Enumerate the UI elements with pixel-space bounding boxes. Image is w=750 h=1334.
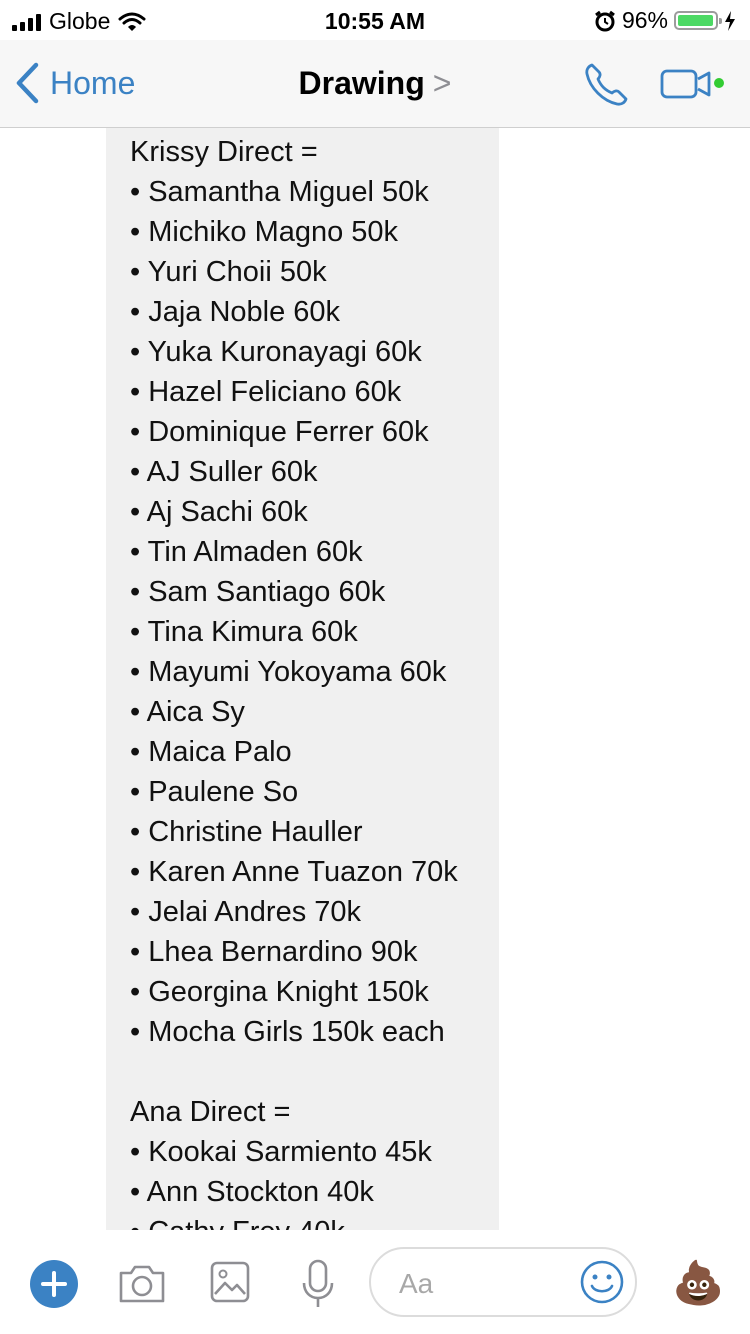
photo-gallery-icon — [210, 1261, 250, 1303]
message-list-item: • Sam Santiago 60k — [130, 576, 386, 608]
message-list-item: • Mocha Girls 150k each — [130, 1016, 445, 1048]
message-list-item: • Michiko Magno 50k — [130, 216, 399, 248]
message-list-item: • Mayumi Yokoyama 60k — [130, 656, 447, 688]
camera-icon — [117, 1261, 167, 1305]
message-input[interactable] — [369, 1247, 637, 1317]
message-list-item: • Tina Kimura 60k — [130, 616, 358, 648]
message-list-item: • Lhea Bernardino 90k — [130, 936, 418, 968]
smiley-icon — [579, 1259, 625, 1305]
clock: 10:55 AM — [324, 8, 426, 34]
charging-bolt-icon — [724, 11, 736, 31]
status-bar — [0, 0, 750, 40]
message-list-item: • Hazel Feliciano 60k — [130, 376, 402, 408]
message-list-item: • Dominique Ferrer 60k — [130, 416, 429, 448]
message-list-item: • Aica Sy — [130, 696, 245, 728]
message-list-item: • AJ Suller 60k — [130, 456, 318, 488]
carrier-name: Globe — [49, 8, 111, 34]
battery-icon — [674, 11, 718, 30]
conversation-title[interactable] — [0, 65, 750, 102]
composer-bar — [0, 1230, 750, 1334]
message-list-item: • Christine Hauller — [130, 816, 363, 848]
message-list-item: • Yuka Kuronayagi 60k — [130, 336, 422, 368]
message-list-item: • Jelai Andres 70k — [130, 896, 362, 928]
message-list-item: • Samantha Miguel 50k — [130, 176, 429, 208]
conversation-name: Drawing — [298, 65, 425, 101]
alarm-icon — [594, 10, 616, 32]
microphone-icon — [301, 1259, 335, 1309]
message-heading: Krissy Direct = — [130, 136, 318, 168]
voice-call-button[interactable] — [583, 62, 629, 113]
emoji-button[interactable] — [579, 1259, 625, 1310]
message-list-item: • Aj Sachi 60k — [130, 496, 308, 528]
voice-clip-button[interactable] — [301, 1259, 335, 1314]
message-list-item: • Georgina Knight 150k — [130, 976, 429, 1008]
battery-level — [678, 15, 713, 26]
plus-icon — [41, 1271, 67, 1297]
message-bubble[interactable] — [106, 128, 499, 1230]
message-list-item: • Maica Palo — [130, 736, 292, 768]
message-heading: Ana Direct = — [130, 1096, 291, 1128]
message-list-item: • Paulene So — [130, 776, 299, 808]
message-list-item: • Ann Stockton 40k — [130, 1176, 374, 1208]
gallery-button[interactable] — [210, 1261, 250, 1308]
status-right — [594, 7, 736, 34]
phone-icon — [583, 62, 629, 108]
message-list-item: • Kookai Sarmiento 45k — [130, 1136, 432, 1168]
message-list-item: • Yuri Choii 50k — [130, 256, 327, 288]
message-list-item: • Jaja Noble 60k — [130, 296, 341, 328]
message-list-item: • Karen Anne Tuazon 70k — [130, 856, 458, 888]
conversation-header — [0, 40, 750, 128]
message-list-item: • Tin Almaden 60k — [130, 536, 363, 568]
camera-button[interactable] — [117, 1261, 167, 1310]
battery-percent: 96% — [621, 7, 668, 33]
quick-reaction-button[interactable]: 💩 — [672, 1259, 725, 1306]
back-label: Home — [50, 64, 136, 101]
message-input-placeholder: Aa — [399, 1268, 434, 1299]
video-call-button[interactable] — [660, 68, 726, 105]
video-camera-icon — [660, 68, 726, 100]
more-actions-button[interactable] — [30, 1260, 78, 1308]
chevron-right-icon: > — [432, 65, 452, 101]
